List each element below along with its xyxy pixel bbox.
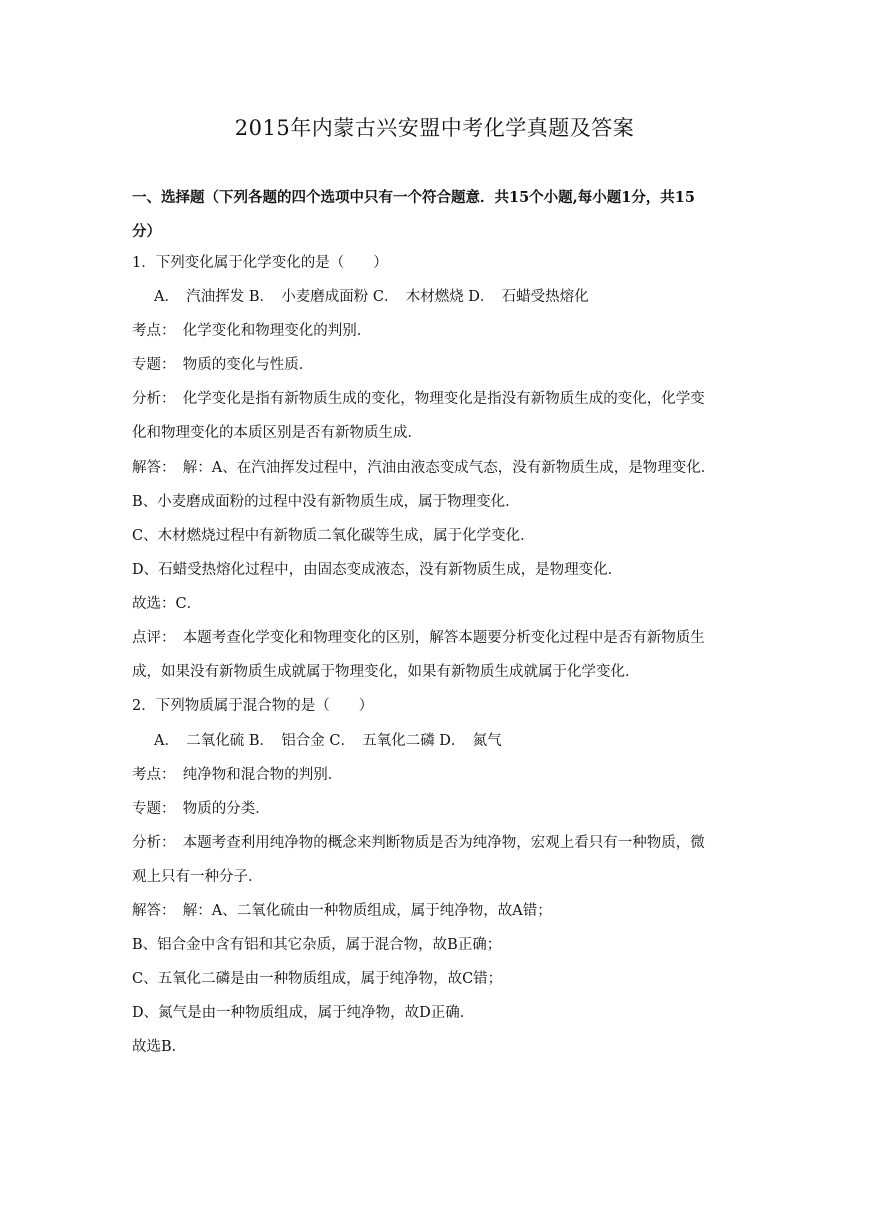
q1-answer: 故选：C． <box>132 596 202 612</box>
q1-dianping-line-1: 点评： 本题考查化学变化和物理变化的区别，解答本题要分析变化过程中是否有新物质生 <box>132 630 705 646</box>
q2-fenxi-line-1: 分析： 本题考查利用纯净物的概念来判断物质是否为纯净物，宏观上看只有一种物质，微 <box>132 835 705 851</box>
q1-fenxi-line-2: 化和物理变化的本质区别是否有新物质生成． <box>132 425 422 441</box>
q2-options: A． 二氧化硫 B． 铝合金 C． 五氧化二磷 D． 氮气 <box>154 733 502 749</box>
q2-fenxi-line-2: 观上只有一种分子． <box>132 869 263 885</box>
q1-jieda-line-2: B、小麦磨成面粉的过程中没有新物质生成，属于物理变化． <box>132 494 520 510</box>
section-header <box>132 181 747 249</box>
q2-stem: 2．下列物质属于混合物的是（ ） <box>132 698 374 714</box>
page-title: 2015年内蒙古兴安盟中考化学真题及答案 <box>234 116 635 140</box>
q1-jieda-line-1: 解答： 解：A、在汽油挥发过程中，汽油由液态变成气态，没有新物质生成，是物理变化． <box>132 460 716 476</box>
q1-kaodian: 考点： 化学变化和物理变化的判别． <box>132 323 372 339</box>
section-header-line-2: 分） <box>132 223 161 240</box>
q2-answer: 故选B． <box>132 1039 187 1055</box>
q1-zhuanti: 专题： 物质的变化与性质． <box>132 357 314 373</box>
q1-jieda-line-3: C、木材燃烧过程中有新物质二氧化碳等生成，属于化学变化． <box>132 528 535 544</box>
q1-stem: 1．下列变化属于化学变化的是（ ） <box>132 255 388 271</box>
q2-jieda-line-2: B、铝合金中含有铝和其它杂质，属于混合物，故B正确； <box>132 937 502 953</box>
q2-jieda-line-4: D、氮气是由一种物质组成，属于纯净物，故D正确． <box>132 1005 475 1021</box>
q1-options: A． 汽油挥发 B． 小麦磨成面粉 C． 木材燃烧 D． 石蜡受热熔化 <box>154 289 589 305</box>
section-header-line-1: 一、选择题（下列各题的四个选项中只有一个符合题意．共15个小题,每小题1分，共15 <box>132 189 695 206</box>
q1-jieda-line-4: D、石蜡受热熔化过程中，由固态变成液态，没有新物质生成，是物理变化． <box>132 562 623 578</box>
q1-dianping-line-2: 成，如果没有新物质生成就属于物理变化，如果有新物质生成就属于化学变化． <box>132 664 640 680</box>
q1-fenxi-line-1: 分析： 化学变化是指有新物质生成的变化，物理变化是指没有新物质生成的变化，化学变 <box>132 391 705 407</box>
q2-jieda-line-3: C、五氧化二磷是由一种物质组成，属于纯净物，故C错； <box>132 971 503 987</box>
q2-zhuanti: 专题： 物质的分类． <box>132 801 270 817</box>
q2-kaodian: 考点： 纯净物和混合物的判别． <box>132 767 343 783</box>
q2-jieda-line-1: 解答： 解：A、二氧化硫由一种物质组成，属于纯净物，故A错； <box>132 903 552 919</box>
